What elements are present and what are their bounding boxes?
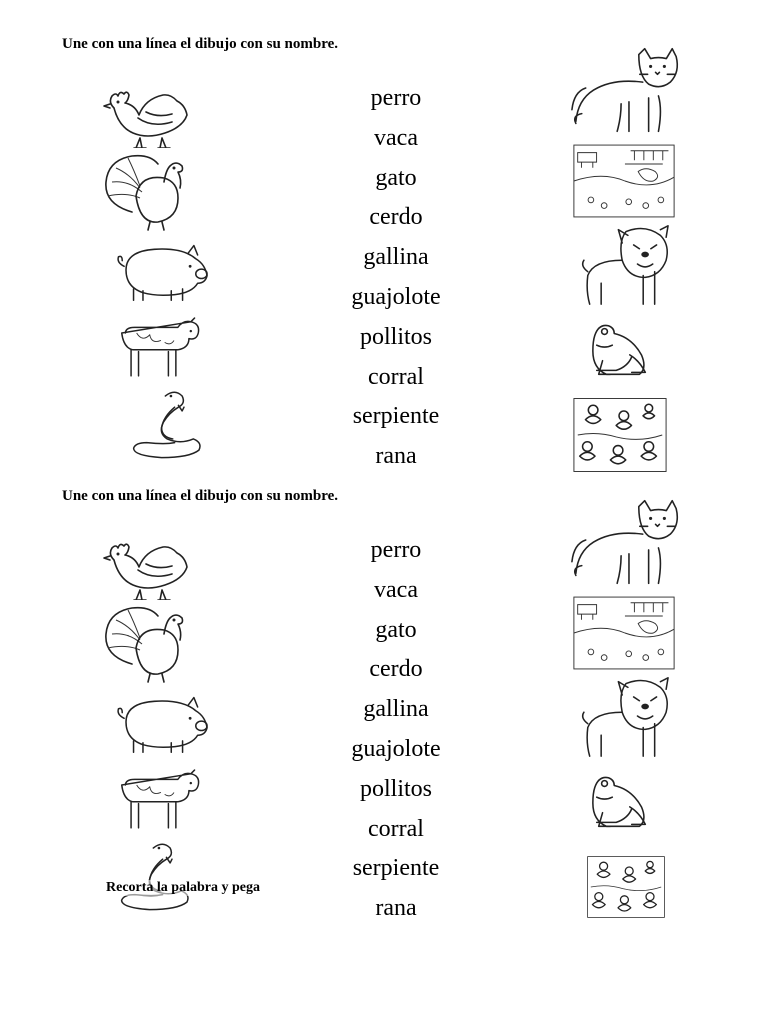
word-label: perro [370, 537, 422, 563]
word-label: gato [375, 617, 417, 643]
word-label: guajolote [351, 736, 441, 762]
word-label: cerdo [369, 656, 423, 682]
bulldog-icon [578, 674, 674, 760]
word-label: rana [375, 895, 417, 921]
pig-icon [104, 690, 214, 756]
bulldog-icon [578, 222, 674, 308]
pig-icon [104, 238, 214, 304]
word-label: cerdo [369, 204, 423, 230]
word-label: pollitos [359, 776, 432, 802]
word-label: pollitos [359, 324, 432, 350]
snake-icon [128, 386, 212, 462]
chicks-icon [572, 396, 668, 474]
word-label: guajolote [351, 284, 441, 310]
turkey-icon [102, 152, 202, 232]
frog-icon [582, 316, 662, 384]
hen-icon [96, 530, 206, 600]
frog-icon [582, 768, 662, 836]
word-label: perro [370, 85, 422, 111]
word-label: rana [375, 443, 417, 469]
cow-icon [118, 312, 202, 382]
word-label: corral [368, 364, 424, 390]
farmyard-icon [572, 594, 676, 672]
word-label: gallina [363, 244, 429, 270]
word-label: vaca [374, 577, 418, 603]
matching-section-2 [0, 488, 768, 928]
cat-icon [568, 46, 686, 136]
word-label: serpiente [352, 855, 440, 881]
hen-icon [96, 78, 206, 148]
word-label: serpiente [352, 403, 440, 429]
instruction-text: Une con una línea el dibujo con su nombre. [62, 488, 339, 504]
snake-icon [116, 838, 200, 914]
instruction-text: Une con una línea el dibujo con su nombre. [62, 36, 339, 52]
cut-and-paste-note: Recorta la palabra y pega [106, 880, 284, 896]
chicks-icon [586, 848, 666, 926]
word-label: corral [368, 816, 424, 842]
farmyard-icon [572, 142, 676, 220]
matching-section-1 [0, 36, 768, 476]
word-label: gallina [363, 696, 429, 722]
turkey-icon [102, 604, 202, 684]
cat-icon [568, 498, 686, 588]
word-label: gato [375, 165, 417, 191]
cow-icon [118, 764, 202, 834]
word-label: vaca [374, 125, 418, 151]
